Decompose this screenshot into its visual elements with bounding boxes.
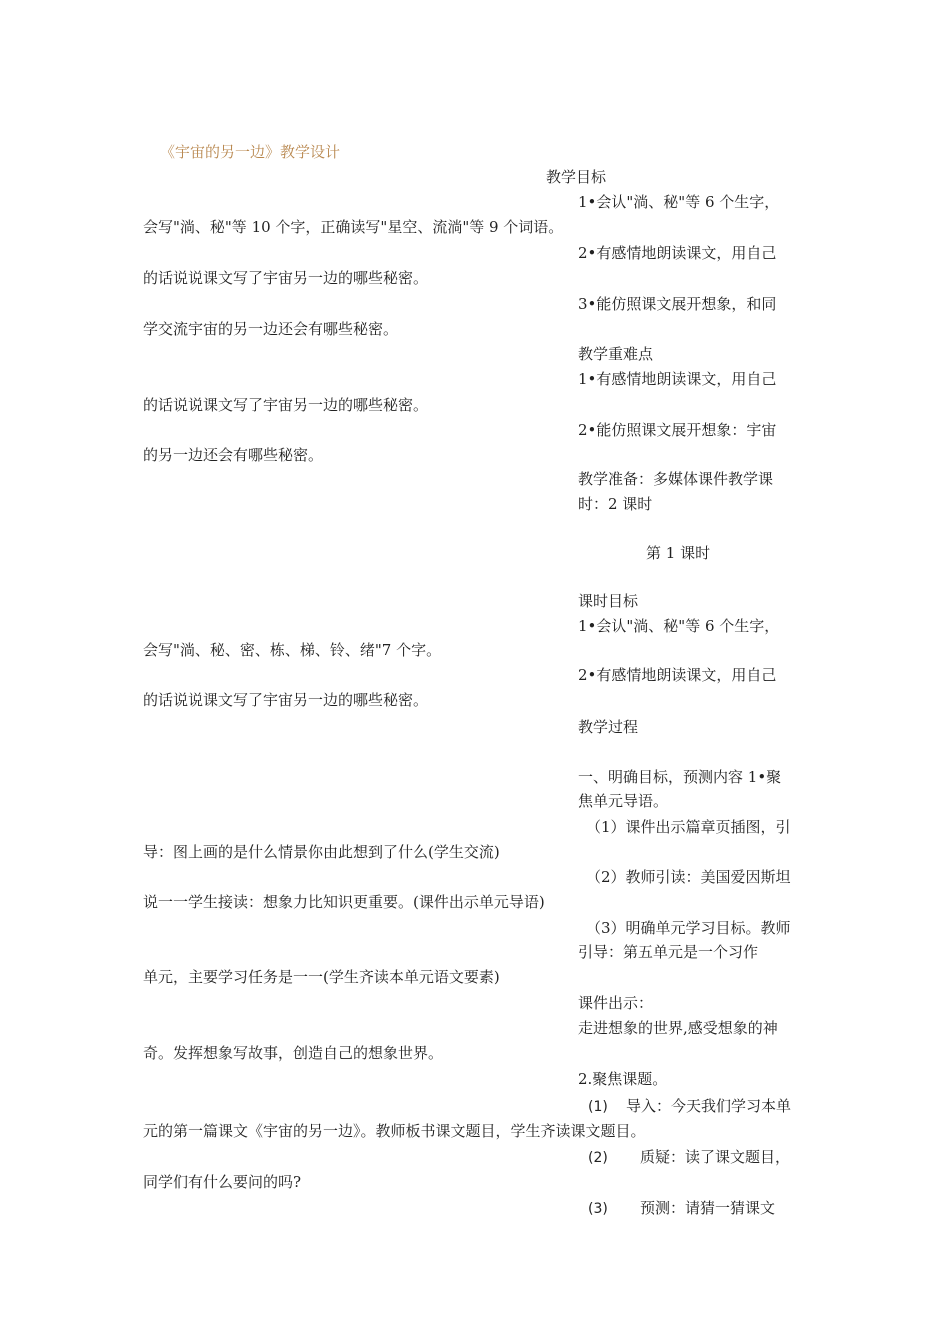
text-line: （2）教师引读：美国爱因斯坦 — [586, 868, 791, 886]
text-line: 学交流宇宙的另一边还会有哪些秘密。 — [143, 320, 399, 338]
text-line: 2•有感情地朗读课文，用自己 — [578, 666, 777, 684]
text-line: 教学过程 — [578, 718, 639, 736]
text-line: 单元，主要学习任务是一一(学生齐读本单元语文要素) — [143, 968, 500, 986]
text-line: 1•有感情地朗读课文，用自己 — [578, 370, 777, 388]
text-line: （3）明确单元学习目标。教师 — [586, 919, 791, 937]
text-line: 3•能仿照课文展开想象，和同 — [578, 295, 777, 313]
text-line: 的话说说课文写了宇宙另一边的哪些秘密。 — [143, 269, 429, 287]
list-marker: (1) — [588, 1099, 608, 1115]
text-line: 同学们有什么要问的吗? — [143, 1173, 302, 1191]
text-line: 导入：今天我们学习本单 — [626, 1097, 792, 1115]
text-line: 导：图上画的是什么情景你由此想到了什么(学生交流) — [143, 843, 500, 861]
text-line: 1•会认"淌、秘"等 6 个生字， — [578, 617, 780, 635]
text-line: 2•能仿照课文展开想象：宇宙 — [578, 421, 777, 439]
text-line: 教学准备：多媒体课件教学课 — [578, 470, 774, 488]
text-line: 的话说说课文写了宇宙另一边的哪些秘密。 — [143, 691, 429, 709]
text-line: 1•会认"淌、秘"等 6 个生字， — [578, 193, 780, 211]
text-line: 焦单元导语。 — [578, 792, 669, 810]
text-line: 会写"淌、秘、密、栋、梯、铃、绪"7 个字。 — [143, 641, 442, 659]
text-line: 一、明确目标，预测内容 1•聚 — [578, 768, 782, 786]
text-line: 的另一边还会有哪些秘密。 — [143, 446, 324, 464]
text-line: 奇。发挥想象写故事，创造自己的想象世界。 — [143, 1044, 444, 1062]
text-line: 2.聚焦课题。 — [578, 1070, 668, 1088]
text-line: 质疑：读了课文题目， — [640, 1148, 791, 1166]
text-line: 教学目标 — [546, 168, 607, 186]
text-line: 课件出示： — [578, 994, 654, 1012]
list-marker: (2) — [588, 1150, 608, 1166]
text-line: 走进想象的世界,感受想象的神 — [578, 1019, 778, 1037]
text-line: 2•有感情地朗读课文，用自己 — [578, 244, 777, 262]
list-marker: (3) — [588, 1201, 608, 1217]
text-line: （1）课件出示篇章页插图，引 — [586, 818, 791, 836]
text-line: 时：2 课时 — [578, 495, 653, 513]
text-line: 会写"淌、秘"等 10 个字，正确读写"星空、流淌"等 9 个词语。 — [143, 218, 564, 236]
text-line: 教学重难点 — [578, 345, 654, 363]
text-line: 的话说说课文写了宇宙另一边的哪些秘密。 — [143, 396, 429, 414]
text-line: 说一一学生接读：想象力比知识更重要。(课件出示单元导语) — [143, 893, 545, 911]
document-title: 《宇宙的另一边》教学设计 — [160, 143, 341, 161]
text-line: 引导：第五单元是一个习作 — [578, 943, 759, 961]
text-line: 预测：请猜一猜课文 — [640, 1199, 776, 1217]
text-line: 元的第一篇课文《宇宙的另一边》。教师板书课文题目，学生齐读课文题目。 — [143, 1122, 646, 1140]
text-line: 课时目标 — [578, 592, 639, 610]
section-heading: 第 1 课时 — [646, 544, 711, 562]
